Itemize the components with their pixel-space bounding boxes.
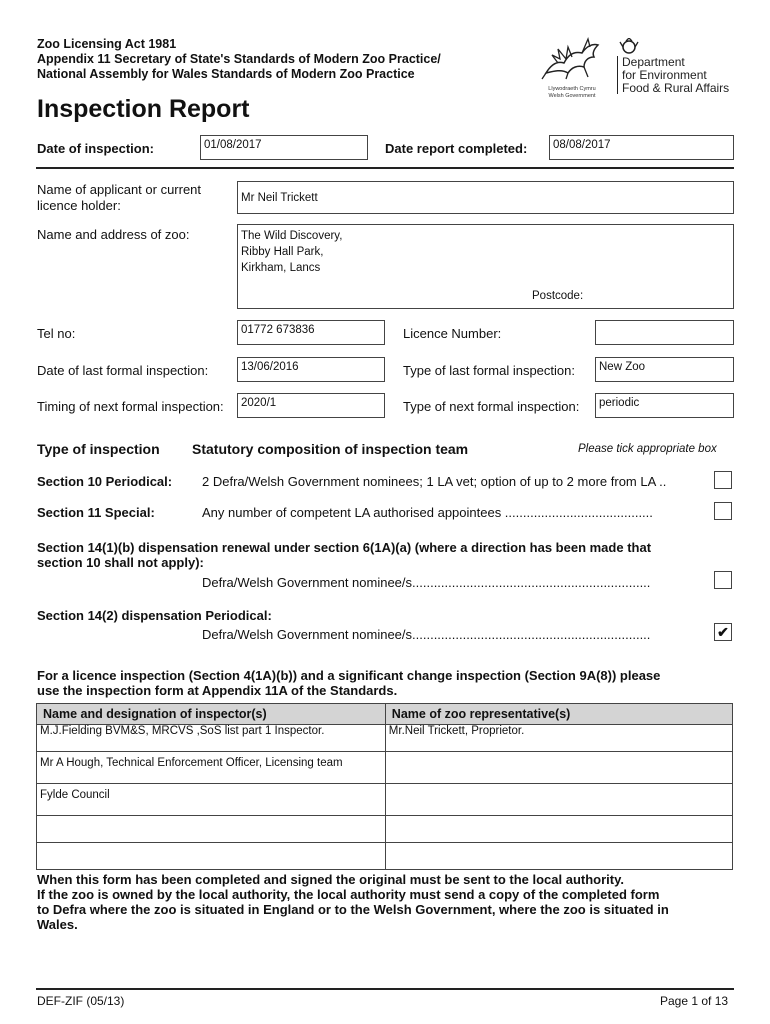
last-inspection-label: Date of last formal inspection: <box>37 363 209 378</box>
section-10-title: Section 10 Periodical: <box>37 474 173 489</box>
defra-text <box>622 56 729 95</box>
date-report-completed-label: Date report completed: <box>385 141 528 156</box>
representative-cell[interactable]: Mr.Neil Trickett, Proprietor. <box>385 725 732 752</box>
header-line-3: National Assembly for Wales Standards of Modern Zoo Practice <box>37 67 415 81</box>
submission-note-line-3: to Defra where the zoo is situated in England or to the Welsh Government, where the zoo is situated in <box>37 902 669 917</box>
submission-note-line-2: If the zoo is owned by the local authority, the local authority must send a copy of the completed form <box>37 887 660 902</box>
section-14-1-title-line-1: Section 14(1)(b) dispensation renewal under section 6(1A)(a) (where a direction has been made that <box>37 540 652 555</box>
applicant-field[interactable]: Mr Neil Trickett <box>237 181 734 214</box>
representative-cell[interactable] <box>385 816 732 843</box>
section-14-1-checkbox[interactable] <box>714 571 732 589</box>
tel-label: Tel no: <box>37 326 76 341</box>
representative-cell[interactable] <box>385 843 732 870</box>
type-next-inspection-label: Type of next formal inspection: <box>403 399 580 414</box>
zoo-address-line-2: Ribby Hall Park, <box>241 246 324 258</box>
submission-note <box>37 872 669 932</box>
defra-line-2: for Environment <box>622 68 707 82</box>
statutory-composition-heading: Statutory composition of inspection team <box>192 441 469 457</box>
table-row <box>37 843 733 870</box>
header-divider <box>36 167 734 169</box>
type-last-inspection-label: Type of last formal inspection: <box>403 363 575 378</box>
submission-note-line-4: Wales. <box>37 917 78 932</box>
section-14-1-title-line-2: section 10 shall not apply): <box>37 555 204 570</box>
royal-crest-icon <box>619 38 639 56</box>
date-of-inspection-label: Date of inspection: <box>37 141 155 156</box>
defra-line-3: Food & Rural Affairs <box>622 81 730 95</box>
welsh-logo-text-1: Llywodraeth Cymru <box>548 86 596 92</box>
form-code: DEF-ZIF (05/13) <box>37 994 125 1008</box>
header-line-1: Zoo Licensing Act 1981 <box>37 37 177 51</box>
section-11-desc: Any number of competent LA authorised appointees ......................................... <box>202 505 653 520</box>
inspector-cell[interactable]: M.J.Fielding BVM&S, MRCVS ,SoS list part 1 Inspector. <box>37 725 386 752</box>
applicant-label <box>37 182 201 214</box>
representative-cell[interactable] <box>385 784 732 816</box>
zoo-address-line-3: Kirkham, Lancs <box>241 262 321 274</box>
date-report-completed-field[interactable]: 08/08/2017 <box>549 135 734 160</box>
inspector-cell[interactable]: Fylde Council <box>37 784 386 816</box>
postcode-label: Postcode: <box>532 290 584 302</box>
tel-field[interactable]: 01772 673836 <box>237 320 385 345</box>
type-of-inspection-heading: Type of inspection <box>37 441 160 457</box>
zoo-address-line-1: The Wild Discovery, <box>241 230 343 242</box>
inspector-cell[interactable]: Mr A Hough, Technical Enforcement Officer, Licensing team <box>37 752 386 784</box>
type-next-inspection-field[interactable]: periodic <box>595 393 734 418</box>
page-number: Page 1 of 13 <box>660 994 729 1008</box>
table-row <box>37 784 733 816</box>
type-last-inspection-field[interactable]: New Zoo <box>595 357 734 382</box>
licence-note-line-2: use the inspection form at Appendix 11A of the Standards. <box>37 683 398 698</box>
section-10-desc: 2 Defra/Welsh Government nominees; 1 LA vet; option of up to 2 more from LA .. <box>202 474 667 489</box>
section-14-1-desc: Defra/Welsh Government nominee/s.................................................................. <box>202 575 651 590</box>
section-14-2-desc: Defra/Welsh Government nominee/s.................................................................. <box>202 627 651 642</box>
defra-divider <box>617 56 618 94</box>
document-header <box>37 37 441 82</box>
welsh-dragon-icon <box>538 33 606 81</box>
inspector-column-header: Name and designation of inspector(s) <box>37 704 386 725</box>
next-inspection-field[interactable]: 2020/1 <box>237 393 385 418</box>
zoo-address-label: Name and address of zoo: <box>37 227 190 242</box>
last-inspection-field[interactable]: 13/06/2016 <box>237 357 385 382</box>
applicant-label-line-2: licence holder: <box>37 198 121 213</box>
defra-line-1: Department <box>622 55 685 69</box>
inspectors-table <box>36 703 733 870</box>
tick-note: Please tick appropriate box <box>578 443 717 455</box>
welsh-logo-text-2: Welsh Government <box>548 93 596 99</box>
footer-divider <box>36 988 734 990</box>
table-row <box>37 725 733 752</box>
zoo-representative-column-header: Name of zoo representative(s) <box>385 704 732 725</box>
licence-inspection-note <box>37 668 660 698</box>
section-10-checkbox[interactable] <box>714 471 732 489</box>
section-14-2-title: Section 14(2) dispensation Periodical: <box>37 608 272 623</box>
inspector-cell[interactable] <box>37 843 386 870</box>
table-header-row <box>37 704 733 725</box>
zoo-address-field[interactable] <box>237 224 734 309</box>
welsh-government-logo <box>538 33 606 99</box>
section-14-1-title <box>37 540 651 570</box>
licence-number-field[interactable] <box>595 320 734 345</box>
table-row <box>37 816 733 843</box>
date-of-inspection-field[interactable]: 01/08/2017 <box>200 135 368 160</box>
next-inspection-label: Timing of next formal inspection: <box>37 399 224 414</box>
licence-note-line-1: For a licence inspection (Section 4(1A)(b)) and a significant change inspection (Section 9A(8)) please <box>37 668 661 683</box>
representative-cell[interactable] <box>385 752 732 784</box>
applicant-label-line-1: Name of applicant or current <box>37 182 202 197</box>
header-line-2: Appendix 11 Secretary of State's Standards of Modern Zoo Practice/ <box>37 52 441 66</box>
section-11-checkbox[interactable] <box>714 502 732 520</box>
table-row <box>37 752 733 784</box>
inspector-cell[interactable] <box>37 816 386 843</box>
welsh-logo-caption <box>538 86 606 100</box>
page-title: Inspection Report <box>37 95 250 123</box>
section-11-title: Section 11 Special: <box>37 505 155 520</box>
submission-note-line-1: When this form has been completed and signed the original must be sent to the local authority. <box>37 872 624 887</box>
section-14-2-checkbox[interactable]: ✔ <box>714 623 732 641</box>
licence-number-label: Licence Number: <box>403 326 502 341</box>
